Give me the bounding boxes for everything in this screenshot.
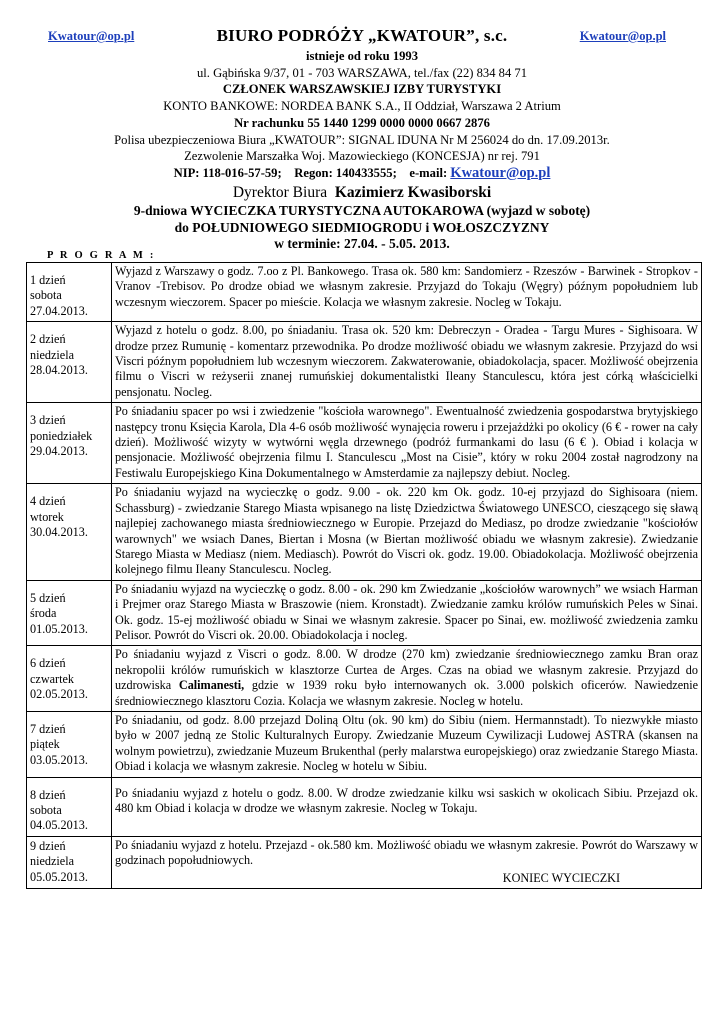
table-row <box>27 322 702 403</box>
day-number: 6 dzień <box>30 656 66 671</box>
letterhead <box>0 26 724 203</box>
day-text-bold: Calimanesti, <box>178 678 245 693</box>
day-description <box>112 777 702 836</box>
address-line: ul. Gąbińska 9/37, 01 - 703 WARSZAWA, tel./fax (22) 834 84 71 <box>196 65 527 80</box>
trip-title-line-1: 9-dniowa WYCIECZKA TURYSTYCZNA AUTOKAROWA (wyjazd w sobotę) <box>133 203 591 218</box>
day-date: 29.04.2013. <box>30 444 88 459</box>
bank-line: KONTO BANKOWE: NORDEA BANK S.A., II Oddział, Warszawa 2 Atrium <box>163 99 561 114</box>
day-weekday: środa <box>30 606 57 621</box>
day-weekday: niedziela <box>30 347 74 362</box>
director-line <box>0 183 724 203</box>
day-description: Po śniadaniu, od godz. 8.00 przejazd Doliną Oltu (ok. 90 km) do Sibiu (niem. Hermannstadt). To niezwykłe miasto było w 2007 jedną ze Stolic Kulturalnych Europy. Zwiedzanie Muzeum Cywilizacji Ludowej ASTRA (skansen na wolnym powietrzu), zwiedzanie Muzeum Brukenthal (perły malarstwa europejskiego) oraz zwiedzanie Starego Miasta. Obiad i kolacja we własnym zakresie. Nocleg w hotelu w Sibiu. <box>112 711 702 777</box>
day-text: Po śniadaniu wyjazd z hotelu o godz. 8.00. W drodze zwiedzanie kilku wsi saskich w okolicach Sibiu. Przejazd ok. 480 km Obiad i kolacja w drodze we własnym zakresie. Nocleg w Tokaju. <box>115 785 698 815</box>
day-cell <box>27 263 112 322</box>
letterhead-top-row <box>0 26 724 48</box>
email-link-main[interactable]: Kwatour@op.pl <box>450 164 551 181</box>
email-link-left[interactable]: Kwatour@op.pl <box>48 29 135 43</box>
day-date: 05.05.2013. <box>30 869 88 884</box>
table-row <box>27 263 702 322</box>
day-weekday: niedziela <box>30 854 74 869</box>
day-text-part: Po śniadaniu wyjazd z Viscri o godz. 8.00. W drodze (270 km) zwiedzanie średniowiecznego zamku Bran oraz nekropolii królów rumuńskich w klasztorze Curtea de Arges. Czas na obiad we własnym zakresie. Przyjazd do uzdrowiska <box>115 647 698 693</box>
day-description: Wyjazd z Warszawy o godz. 7.oo z Pl. Bankowego. Trasa ok. 580 km: Sandomierz - Rzeszów - Barwinek - Stropkov - Vranov -Trebisov. Po drodze obiad we własnym zakresie. Przyjazd do Tokaju (Węgry) późnym popołudniem lub wczesnym wieczorem. Spacer po mieście. Kolacja we własnym zakresie. Nocleg w Tokaju. <box>112 263 702 322</box>
regon-number: Regon: 140433555; <box>294 165 397 180</box>
nip-number: NIP: 118-016-57-59; <box>173 165 282 180</box>
day-date: 03.05.2013. <box>30 752 88 767</box>
day-cell <box>27 322 112 403</box>
day-cell <box>27 711 112 777</box>
nip-line <box>0 165 724 182</box>
table-row <box>27 646 702 712</box>
day-description: Wyjazd z hotelu o godz. 8.00, po śniadaniu. Trasa ok. 520 km: Debreczyn - Oradea - Targu Mures - Sighisoara. W drodze przez Rumunię - komentarz przewodnika. Po drodze możliwość obiadu we własnym zakresie. Przyjazd do wsi Viscri późnym popołudniem lub wczesnym wieczorem. Zakwaterowanie, obiadokolacja, spacer. Możliwość obejrzenia filmu o Viscri w reżyserii znanej rumuńskiej dokumentalistki Ileany Stanculescu, która jest córką właścicielki pensjonatu. Nocleg. <box>112 322 702 403</box>
day-date: 04.05.2013. <box>30 818 88 833</box>
day-date: 30.04.2013. <box>30 525 88 540</box>
day-cell <box>27 646 112 712</box>
program-table <box>26 262 702 889</box>
day-weekday: wtorek <box>30 509 64 524</box>
table-row <box>27 711 702 777</box>
day-number: 1 dzień <box>30 273 66 287</box>
day-cell <box>27 580 112 646</box>
email-label: e-mail: <box>409 165 448 180</box>
day-weekday: piątek <box>30 737 60 752</box>
day-date: 02.05.2013. <box>30 687 88 702</box>
day-number: 9 dzień <box>30 838 66 853</box>
day-cell <box>27 777 112 836</box>
company-name: BIURO PODRÓŻY „KWATOUR”, s.c. <box>216 26 508 45</box>
table-row <box>27 777 702 836</box>
day-date: 27.04.2013. <box>30 303 88 318</box>
day-date: 28.04.2013. <box>30 363 88 378</box>
day-number: 5 dzień <box>30 590 66 605</box>
account-line: Nr rachunku 55 1440 1299 0000 0000 0667 2876 <box>234 115 490 130</box>
table-row <box>27 484 702 580</box>
day-text: Po śniadaniu wyjazd z hotelu. Przejazd - ok.580 km. Możliwość obiadu we własnym zakresie. Powrót do Warszawy w godzinach popołudniowych. <box>115 837 698 868</box>
day-description: Po śniadaniu wyjazd na wycieczkę o godz. 8.00 - ok. 290 km Zwiedzanie „kościołów warownych” we wsiach Harman i Prejmer oraz Starego Miasta w Braszowie (niem. Kronstadt). Zwiedzanie zamku królów rumuńskich Peles w Sinai. Ok. godz. 15-ej możliwość obiadu w Sinai we własnym zakresie. Spacer po Sinai, ew. możliwość zwiedzenia zamku Pelisor. Powrót do Viscri ok. 20.00. Obiadokolacja i nocleg. <box>112 580 702 646</box>
email-link-right[interactable]: Kwatour@op.pl <box>579 29 666 43</box>
director-name: Kazimierz Kwasiborski <box>334 183 492 201</box>
day-number: 8 dzień <box>30 787 66 802</box>
table-row <box>27 836 702 888</box>
day-date: 01.05.2013. <box>30 621 88 636</box>
day-cell <box>27 484 112 580</box>
day-description: Po śniadaniu wyjazd na wycieczkę o godz. 9.00 - ok. 220 km Ok. godz. 10-ej przyjazd do Sighisoara (niem. Schassburg) - zwiedzanie Starego Miasta wpisanego na listę Dziedzictwa Światowego UNESCO, cieszącego się sławą najlepiej zachowanego miasta średniowiecznego w Europie. Przejazd do Mediasz, po drodze zwiedzanie "kościołów warownych" we wsiach Danes, Biertan i Mosna (w Biertan możliwość obiadu we własnym zakresie). Zwiedzanie Starego Miasta w Mediasz (niem. Mediasch). Powrót do Viscri ok. godz. 19.00. Obiadokolacja. Możliwość obejrzenia kolejnego filmu Ileany Stanculescu. Nocleg. <box>112 484 702 580</box>
day-number: 7 dzień <box>30 721 66 736</box>
day-text-part: gdzie w 1939 roku było internowanych ok. 3.000 polskich oficerów. Nawiedzenie średniowiecznego klasztoru Cozia. Kolacja we własnym zakresie. Nocleg w hotelu. <box>115 678 698 708</box>
day-weekday: poniedziałek <box>30 428 93 443</box>
since-line: istnieje od roku 1993 <box>305 49 419 63</box>
program-label: P R O G R A M : <box>47 250 156 261</box>
day-description <box>112 836 702 888</box>
director-label: Dyrektor Biura <box>232 183 328 201</box>
day-number: 3 dzień <box>30 413 66 428</box>
table-row <box>27 580 702 646</box>
table-row <box>27 403 702 484</box>
day-weekday: czwartek <box>30 671 74 686</box>
trip-title <box>0 203 724 253</box>
day-description <box>112 646 702 712</box>
day-number: 2 dzień <box>30 332 66 347</box>
day-weekday: sobota <box>30 288 62 303</box>
day-cell <box>27 836 112 888</box>
policy-line: Polisa ubezpieczeniowa Biura „KWATOUR”: SIGNAL IDUNA Nr M 256024 do dn. 17.09.2013r. <box>114 132 610 147</box>
permit-line: Zezwolenie Marszałka Woj. Mazowieckiego (KONCESJA) nr rej. 791 <box>184 149 540 164</box>
day-description: Po śniadaniu spacer po wsi i zwiedzenie "kościoła warownego". Ewentualność zwiedzenia gospodarstwa brytyjskiego następcy tronu Księcia Karola, Dla 4-6 osób możliwość wynajęcia roweru i przejażdżki po okolicy (6 € - rower na cały dzień). Możliwość wizyty w wytwórni węgla drzewnego (podróż furmankami do lasu (6 € ). Obiad i kolacja w pensjonacie. Możliwość obejrzenia filmu I. Stanculescu „Most na Cisie”, który w roku 2004 został nagrodzony na Festiwalu Europejskiego Kina Dokumentalnego w Amsterdamie za najlepszy debiut. Nocleg. <box>112 403 702 484</box>
trip-dates: w terminie: 27.04. - 5.05. 2013. <box>274 236 450 251</box>
trip-title-line-2: do POŁUDNIOWEGO SIEDMIOGRODU i WOŁOSZCZYZNY <box>174 219 550 235</box>
trip-end-label: KONIEC WYCIECZKI <box>502 870 620 885</box>
day-weekday: sobota <box>30 803 62 817</box>
membership-line: CZŁONEK WARSZAWSKIEJ IZBY TURYSTYKI <box>222 82 502 97</box>
day-number: 4 dzień <box>30 494 66 509</box>
day-cell <box>27 403 112 484</box>
